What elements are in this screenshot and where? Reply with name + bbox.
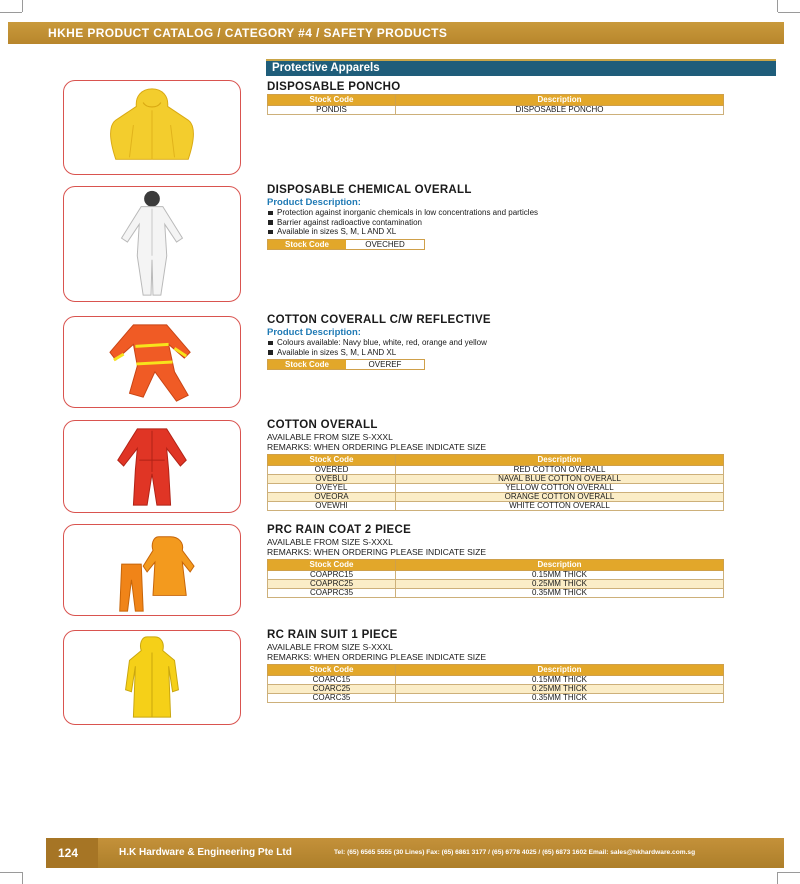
description-header: Description — [396, 560, 724, 571]
stock-code-cell: COARC25 — [268, 685, 396, 694]
description-cell: ORANGE COTTON OVERALL — [396, 493, 724, 502]
description-cell: NAVAL BLUE COTTON OVERALL — [396, 475, 724, 484]
description-cell: 0.35MM THICK — [396, 589, 724, 598]
crop-mark — [778, 12, 800, 13]
section-title: Protective Apparels — [266, 59, 776, 76]
stock-code-value: OVEREF — [346, 360, 424, 369]
description-cell: DISPOSABLE PONCHO — [396, 106, 724, 115]
stock-code-header: Stock Code — [268, 95, 396, 106]
product-cotton-overall — [267, 419, 727, 511]
list-item: Available in sizes S, M, L AND XL — [267, 227, 727, 237]
stock-table — [267, 454, 724, 511]
poncho-photo — [63, 80, 241, 175]
product-disposable-poncho — [267, 81, 727, 115]
table-row — [268, 106, 724, 115]
list-item: Barrier against radioactive contamination — [267, 218, 727, 228]
crop-mark — [22, 872, 23, 884]
stock-code-cell: OVEWHI — [268, 502, 396, 511]
table-header-row — [268, 560, 724, 571]
stock-code-value: OVECHED — [346, 240, 424, 249]
stock-code-cell: COAPRC15 — [268, 571, 396, 580]
stock-code-box — [267, 359, 425, 370]
product-title: RC RAIN SUIT 1 PIECE — [267, 629, 398, 641]
stock-code-cell: OVEORA — [268, 493, 396, 502]
stock-table — [267, 559, 724, 598]
company-name: H.K Hardware & Engineering Pte Ltd — [119, 847, 292, 858]
product-prc-rain-coat — [267, 524, 727, 598]
stock-code-cell: COAPRC25 — [268, 580, 396, 589]
table-row — [268, 502, 724, 511]
remarks-note: REMARKS: WHEN ORDERING PLEASE INDICATE SIZE — [267, 547, 486, 557]
stock-table — [267, 94, 724, 115]
remarks-note: REMARKS: WHEN ORDERING PLEASE INDICATE SIZE — [267, 442, 486, 452]
description-cell: RED COTTON OVERALL — [396, 466, 724, 475]
description-cell: 0.25MM THICK — [396, 580, 724, 589]
stock-code-cell: OVEYEL — [268, 484, 396, 493]
size-note: AVAILABLE FROM SIZE S-XXXL — [267, 432, 393, 442]
description-cell: YELLOW COTTON OVERALL — [396, 484, 724, 493]
stock-code-cell: OVERED — [268, 466, 396, 475]
remarks-note: REMARKS: WHEN ORDERING PLEASE INDICATE SIZE — [267, 652, 486, 662]
product-description-heading: Product Description: — [267, 327, 361, 338]
product-disposable-chemical-overall — [267, 184, 727, 250]
rain-coat-icon — [64, 525, 240, 615]
list-item: Protection against inorganic chemicals in low concentrations and particles — [267, 208, 727, 218]
crop-mark — [0, 872, 22, 873]
description-header: Description — [396, 455, 724, 466]
catalog-title: HKHE PRODUCT CATALOG / CATEGORY #4 / SAFETY PRODUCTS — [48, 26, 448, 40]
cotton-overall-photo — [63, 420, 241, 513]
coverall-reflective-icon — [64, 317, 240, 407]
prc-rain-coat-photo — [63, 524, 241, 616]
table-header-row — [268, 95, 724, 106]
feature-list — [267, 208, 727, 237]
cotton-coverall-reflective-photo — [63, 316, 241, 408]
rc-rain-suit-photo — [63, 630, 241, 725]
crop-mark — [777, 0, 778, 12]
feature-list — [267, 338, 727, 357]
stock-code-cell: OVEBLU — [268, 475, 396, 484]
product-title: DISPOSABLE PONCHO — [267, 81, 401, 93]
description-cell: 0.35MM THICK — [396, 694, 724, 703]
size-note: AVAILABLE FROM SIZE S-XXXL — [267, 537, 393, 547]
crop-mark — [22, 0, 23, 12]
description-header: Description — [396, 665, 724, 676]
product-title: COTTON OVERALL — [267, 419, 378, 431]
description-cell: 0.25MM THICK — [396, 685, 724, 694]
product-rc-rain-suit — [267, 629, 727, 703]
page-number: 124 — [58, 846, 79, 860]
stock-code-cell: COARC35 — [268, 694, 396, 703]
product-title: COTTON COVERALL C/W REFLECTIVE — [267, 314, 491, 326]
description-cell: 0.15MM THICK — [396, 676, 724, 685]
description-cell: WHITE COTTON OVERALL — [396, 502, 724, 511]
size-note: AVAILABLE FROM SIZE S-XXXL — [267, 642, 393, 652]
product-description-heading: Product Description: — [267, 197, 361, 208]
cotton-overall-icon — [64, 421, 240, 512]
stock-code-header: Stock Code — [268, 665, 396, 676]
crop-mark — [0, 12, 22, 13]
table-row — [268, 589, 724, 598]
stock-code-cell: COARC15 — [268, 676, 396, 685]
list-item: Colours available: Navy blue, white, red, orange and yellow — [267, 338, 727, 348]
stock-code-box — [267, 239, 425, 250]
table-row — [268, 694, 724, 703]
stock-code-header: Stock Code — [268, 455, 396, 466]
catalog-header — [8, 22, 784, 44]
crop-mark — [778, 872, 800, 873]
stock-code-label: Stock Code — [268, 360, 346, 369]
contact-info: Tel: (65) 6565 5555 (30 Lines) Fax: (65) 6861 3177 / (65) 6778 4025 / (65) 6873 1602 Email: sales@hkhardware.com.sg — [334, 849, 696, 856]
table-header-row — [268, 665, 724, 676]
stock-code-label: Stock Code — [268, 240, 346, 249]
stock-code-header: Stock Code — [268, 560, 396, 571]
list-item: Available in sizes S, M, L AND XL — [267, 348, 727, 358]
page-footer — [46, 838, 784, 868]
table-header-row — [268, 455, 724, 466]
description-header: Description — [396, 95, 724, 106]
stock-code-cell: COAPRC35 — [268, 589, 396, 598]
product-cotton-coverall-reflective — [267, 314, 727, 370]
rain-suit-icon — [64, 631, 240, 724]
stock-code-cell: PONDIS — [268, 106, 396, 115]
stock-table — [267, 664, 724, 703]
product-title: DISPOSABLE CHEMICAL OVERALL — [267, 184, 472, 196]
chemical-overall-photo — [63, 186, 241, 302]
chemical-overall-icon — [64, 187, 240, 301]
poncho-icon — [64, 81, 240, 174]
product-title: PRC RAIN COAT 2 PIECE — [267, 524, 412, 536]
description-cell: 0.15MM THICK — [396, 571, 724, 580]
crop-mark — [777, 872, 778, 884]
